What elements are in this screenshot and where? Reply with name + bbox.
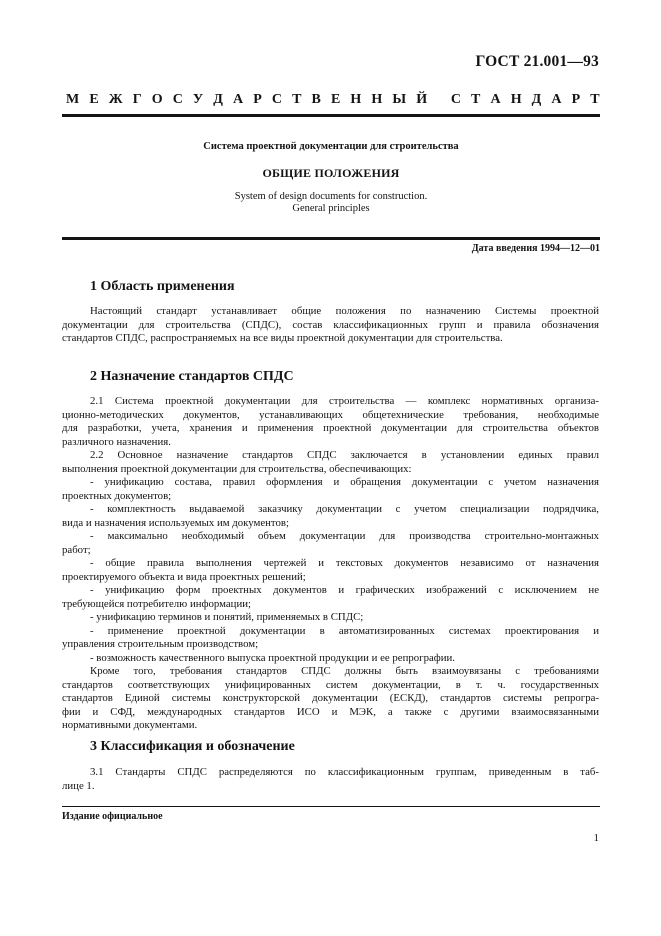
banner-letter: Т: [590, 92, 600, 107]
footer-rule: [62, 806, 600, 807]
introduction-date: Дата введения 1994—12—01: [471, 243, 600, 254]
text-line: 3.1 Стандарты СПДС распределяются по классификационным группам, приведенным в таб-: [90, 766, 599, 778]
text-line: Настоящий стандарт устанавливает общие положения по назначению Системы проектной: [90, 305, 599, 317]
banner-letter: О: [151, 92, 163, 107]
section-3-body: [62, 766, 599, 793]
section-3-heading: 3 Классификация и обозначение: [90, 739, 295, 754]
text-line: проектируемого объекта и вида проектных решений;: [62, 570, 306, 583]
banner-letter: Д: [213, 92, 223, 107]
text-line: - унификацию форм проектных документов и графических изображений с исключением не: [90, 584, 599, 596]
text-line: проектных документов;: [62, 489, 172, 502]
banner-letter: Е: [89, 92, 99, 107]
banner-letter: Р: [571, 92, 581, 107]
banner-letter: Ы: [392, 92, 407, 107]
text-line: работ;: [62, 543, 91, 556]
banner-letter: А: [490, 92, 501, 107]
banner-gap: [437, 92, 441, 108]
page-number: 1: [593, 832, 599, 844]
text-line: фии и СФД, международных стандартов ИСО и МЭК, а также с другими взаимосвязанными: [62, 705, 599, 718]
text-line: требующейся потребителю информации;: [62, 597, 252, 610]
section-1-heading: 1 Область применения: [90, 279, 235, 294]
general-title: ОБЩИЕ ПОЛОЖЕНИЯ: [262, 166, 400, 180]
text-line: - унификацию терминов и понятий, применяемых в СПДС;: [90, 611, 364, 623]
text-line: стандартов Единой системы конструкторской документации (ЕСКД), стандартов системы репрогра-: [62, 692, 599, 704]
system-title: Система проектной документации для строительства: [203, 141, 459, 152]
text-line: нормативными документами.: [62, 719, 198, 731]
banner-letter: Н: [371, 92, 383, 107]
interstate-standard-banner: [66, 92, 600, 108]
banner-letter: А: [233, 92, 244, 107]
banner-letter: М: [66, 92, 80, 107]
text-line: вида и назначения используемых им документов;: [62, 516, 289, 529]
text-line: - общие правила выполнения чертежей и текстовых документов независимо от назначения: [90, 557, 599, 569]
gost-code: ГОСТ 21.001—93: [475, 53, 599, 70]
text-line: стандартов СПДС, распространяемых на все виды проектной документации для строительства.: [62, 332, 503, 344]
text-line: - унификацию состава, правил оформления и обращения документации с учетом назначения: [90, 476, 599, 488]
text-line: 2.1 Система проектной документации для строительства — комплекс нормативных организа-: [90, 395, 599, 407]
text-line: выполнения проектной документации для строительства, обеспечивающих:: [62, 462, 412, 475]
banner-letter: С: [172, 92, 183, 107]
title-rule: [62, 237, 600, 240]
text-line: ционно-методических документов, устанавливающих общетехнические требования, необходимые: [62, 408, 599, 421]
text-line: - максимально необходимый объем документации для производства строительно-монтажных: [90, 530, 599, 542]
banner-letter: Й: [416, 92, 428, 107]
banner-letter: Т: [292, 92, 302, 107]
english-title-line-2: General principles: [292, 203, 370, 214]
banner-letter: А: [551, 92, 562, 107]
banner-letter: У: [192, 92, 204, 107]
text-line: Кроме того, требования стандартов СПДС должны быть взаимоувязаны с требованиями: [90, 665, 599, 677]
official-edition-label: Издание официальное: [62, 811, 163, 822]
banner-letter: Н: [350, 92, 362, 107]
banner-letter: Е: [330, 92, 341, 107]
text-line: лице 1.: [62, 779, 95, 792]
banner-letter: Н: [510, 92, 522, 107]
english-title-line-1: System of design documents for construction.: [234, 191, 428, 202]
banner-letter: С: [271, 92, 283, 107]
banner-letter: Р: [253, 92, 262, 107]
text-line: - возможность качественного выпуска проектной продукции и ее репрографии.: [90, 651, 456, 664]
text-line: - применение проектной документации в автоматизированных системах проектирования и: [90, 624, 599, 637]
banner-letter: Т: [471, 92, 481, 107]
text-line: различного назначения.: [62, 435, 171, 448]
banner-letter: В: [311, 92, 321, 107]
banner-rule: [62, 114, 600, 117]
text-line: стандартов соответствующих унифицированных систем документации, в т. ч. государственных: [62, 678, 599, 691]
section-2-heading: 2 Назначение стандартов СПДС: [90, 369, 294, 384]
text-line: управления строительным производством;: [62, 638, 259, 650]
text-line: 2.2 Основное назначение стандартов СПДС заключается в установлении единых правил: [90, 449, 599, 461]
section-2-body: [62, 395, 599, 733]
text-line: документации для строительства (СПДС), состав классификационных групп и правила обозначения: [62, 318, 599, 331]
banner-letter: Д: [531, 92, 542, 107]
text-line: - комплектность выдаваемой заказчику документации с учетом специализации подрядчика,: [90, 503, 599, 515]
banner-letter: С: [450, 92, 461, 107]
section-1-body: [62, 305, 599, 346]
banner-letter: Г: [132, 92, 142, 107]
banner-letter: Ж: [108, 92, 123, 107]
text-line: для разработки, учета, хранения и применения проектной документации для строительства объектов: [62, 422, 599, 434]
